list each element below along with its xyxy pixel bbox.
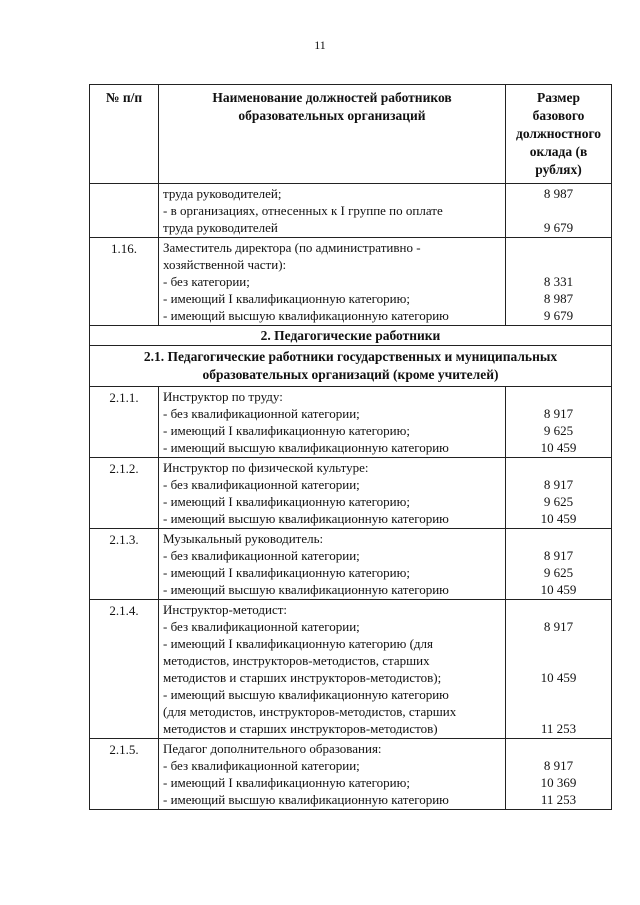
row-number: 2.1.4.: [90, 600, 159, 739]
position-line: методистов, инструкторов-методистов, старших: [163, 653, 430, 668]
salary-value: [510, 601, 607, 618]
subsection-2-1-title: 2.1. Педагогические работники государственных и муниципальных образовательных организаций (кроме учителей): [90, 346, 612, 387]
position-line: хозяйственной части):: [163, 257, 287, 272]
salary-values: [506, 529, 612, 600]
position-line: - без квалификационной категории;: [163, 758, 360, 773]
position-line: труда руководителей: [163, 220, 278, 235]
salary-value: 10 459: [540, 670, 577, 685]
table-header-row: [90, 85, 612, 184]
position-line: методистов и старших инструкторов-методистов): [163, 721, 438, 736]
salary-value: [510, 703, 607, 720]
position-line: - в организациях, отнесенных к I группе по оплате: [163, 203, 443, 218]
position-description: [159, 739, 506, 810]
position-description: [159, 458, 506, 529]
salary-value: 8 917: [543, 758, 574, 773]
table-row: [90, 600, 612, 739]
table-row: [90, 739, 612, 810]
position-line: Заместитель директора (по административно -: [163, 240, 421, 255]
position-line: Инструктор по труду:: [163, 389, 283, 404]
salary-value: [510, 388, 607, 405]
header-num: № п/п: [90, 85, 159, 184]
salary-value: 9 625: [543, 423, 574, 438]
salary-table: [89, 84, 612, 810]
header-name: Наименование должностей работников образовательных организаций: [159, 85, 506, 184]
header-salary: Размер базового должностного оклада (в рублях): [506, 85, 612, 184]
salary-value: [510, 459, 607, 476]
position-line: - имеющий высшую квалификационную категорию: [163, 511, 449, 526]
salary-value: 9 679: [543, 220, 574, 235]
salary-value: 8 917: [543, 619, 574, 634]
position-line: - имеющий I квалификационную категорию;: [163, 423, 410, 438]
salary-value: 9 625: [543, 565, 574, 580]
table-row: [90, 458, 612, 529]
position-line: Педагог дополнительного образования:: [163, 741, 382, 756]
salary-value: 11 253: [540, 721, 577, 736]
position-line: труда руководителей;: [163, 186, 282, 201]
salary-value: 9 625: [543, 494, 574, 509]
position-line: методистов и старших инструкторов-методистов);: [163, 670, 442, 685]
position-description: [159, 184, 506, 238]
salary-value: [510, 256, 607, 273]
salary-value: 8 331: [543, 274, 574, 289]
position-line: - имеющий I квалификационную категорию;: [163, 565, 410, 580]
table-row: [90, 529, 612, 600]
row-number: 2.1.3.: [90, 529, 159, 600]
position-line: (для методистов, инструкторов-методистов, старших: [163, 704, 457, 719]
position-line: Инструктор-методист:: [163, 602, 288, 617]
position-line: - имеющий высшую квалификационную категорию: [163, 792, 449, 807]
row-number: 1.16.: [90, 238, 159, 326]
salary-value: 8 987: [543, 186, 574, 201]
position-line: - имеющий I квалификационную категорию;: [163, 775, 410, 790]
position-line: - имеющий I квалификационную категорию;: [163, 494, 410, 509]
salary-value: 10 459: [540, 511, 577, 526]
position-line: - имеющий высшую квалификационную категорию: [163, 440, 449, 455]
salary-value: 10 459: [540, 440, 577, 455]
row-number: 2.1.5.: [90, 739, 159, 810]
salary-values: [506, 238, 612, 326]
position-description: [159, 529, 506, 600]
position-line: - имеющий I квалификационную категорию;: [163, 291, 410, 306]
salary-value: 8 917: [543, 406, 574, 421]
section-heading-row: [90, 326, 612, 346]
position-line: - без квалификационной категории;: [163, 619, 360, 634]
position-description: [159, 238, 506, 326]
salary-value: 8 987: [543, 291, 574, 306]
position-line: - без квалификационной категории;: [163, 548, 360, 563]
page-number: 11: [314, 38, 326, 52]
salary-value: [510, 530, 607, 547]
row-number: 2.1.1.: [90, 387, 159, 458]
position-line: - имеющий высшую квалификационную категорию: [163, 308, 449, 323]
subsection-heading-row: [90, 346, 612, 387]
position-line: - без квалификационной категории;: [163, 477, 360, 492]
table-row: [90, 387, 612, 458]
position-line: - без категории;: [163, 274, 250, 289]
salary-value: [510, 740, 607, 757]
position-line: - имеющий I квалификационную категорию (для: [163, 636, 434, 651]
position-line: - без квалификационной категории;: [163, 406, 360, 421]
table-row: [90, 184, 612, 238]
salary-value: [510, 239, 607, 256]
position-description: [159, 387, 506, 458]
row-number: 2.1.2.: [90, 458, 159, 529]
position-line: - имеющий высшую квалификационную категорию: [163, 582, 449, 597]
salary-value: 10 369: [540, 775, 577, 790]
salary-value: [510, 652, 607, 669]
salary-value: 8 917: [543, 477, 574, 492]
table-row: [90, 238, 612, 326]
salary-value: 8 917: [543, 548, 574, 563]
salary-values: [506, 739, 612, 810]
position-line: Музыкальный руководитель:: [163, 531, 324, 546]
salary-value: [510, 635, 607, 652]
salary-value: 9 679: [543, 308, 574, 323]
row-number: [90, 184, 159, 238]
salary-value: 10 459: [540, 582, 577, 597]
salary-value: [510, 202, 607, 219]
position-line: Инструктор по физической культуре:: [163, 460, 369, 475]
position-line: - имеющий высшую квалификационную категорию: [163, 687, 449, 702]
salary-values: [506, 458, 612, 529]
position-description: [159, 600, 506, 739]
salary-value: 11 253: [540, 792, 577, 807]
salary-value: [510, 686, 607, 703]
section-2-title: 2. Педагогические работники: [90, 326, 612, 346]
salary-values: [506, 387, 612, 458]
salary-values: [506, 600, 612, 739]
salary-values: [506, 184, 612, 238]
